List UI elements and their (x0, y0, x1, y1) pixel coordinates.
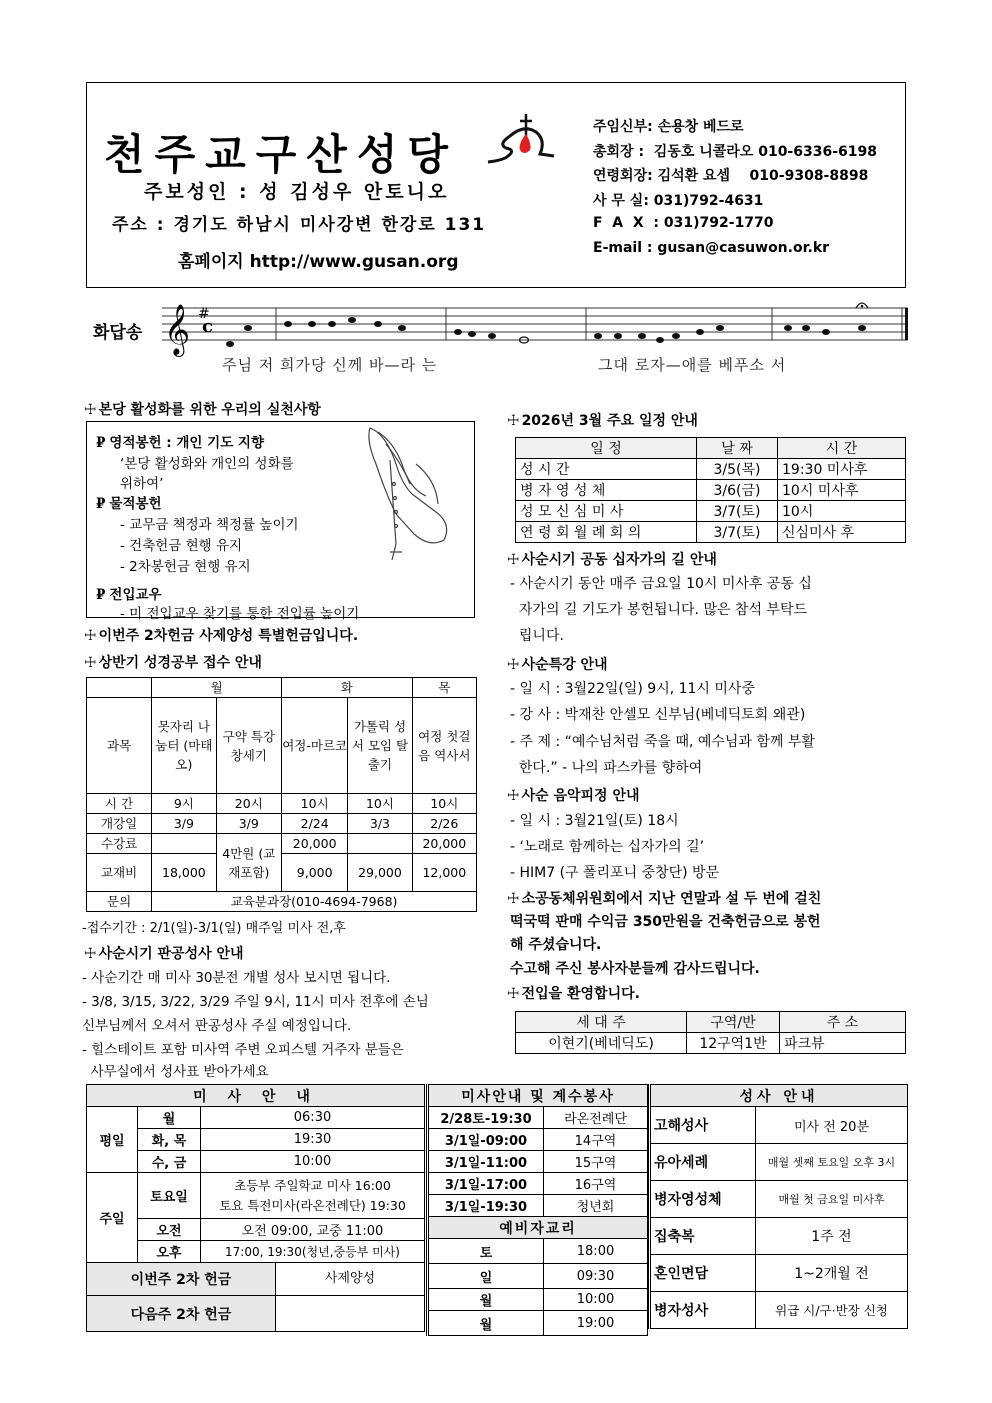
table-row (428, 1173, 648, 1195)
table-cell: 일 정 (516, 438, 697, 459)
church-logo-icon (484, 110, 556, 170)
table-row (87, 1085, 425, 1107)
ruble-bullet-icon: ₽ (96, 435, 106, 451)
community-notice: ☩ 소공동체위원회에서 지난 연말과 설 두 번에 걸친 (507, 891, 822, 907)
lecture-line: - 강 사 : 박재찬 안셀모 신부님(베네딕토회 왜관) (510, 707, 806, 723)
practice-item-line: - 교무금 책정과 책정률 높이기 (120, 517, 299, 533)
table-cell: 15구역 (544, 1151, 648, 1173)
lecture-line: - 주 제 : “예수님처럼 죽을 때, 예수님과 함께 부활 (510, 734, 815, 750)
table-cell: 3/9 (152, 814, 216, 834)
table-cell: 20시 (216, 794, 281, 814)
table-row (428, 1129, 648, 1151)
table-cell: 29,000 (348, 854, 412, 892)
practice-item-line: ‘본당 활성화와 개인의 성화를 (120, 456, 294, 472)
subject-cell: 여정-마르코 (282, 698, 348, 794)
table-cell: 19:00 (544, 1311, 648, 1336)
sacrament-table (648, 1084, 908, 1329)
subject-cell: 구약 특강 창세기 (216, 698, 281, 794)
lecture-line: - 일 시 : 3월22일(일) 9시, 11시 미사중 (510, 681, 755, 697)
practice-item-line: - 건축헌금 현행 유지 (120, 538, 243, 554)
table-cell: 청년회 (544, 1195, 648, 1217)
table-cell: 19:30 (201, 1129, 425, 1151)
lecture-line: 한다.” - 나의 파스카를 향하여 (510, 760, 703, 776)
table-cell: 파크뷰 (780, 1033, 906, 1054)
table-cell: 세 대 주 (516, 1012, 687, 1033)
table-cell: 9시 (152, 794, 216, 814)
table-row (428, 1217, 648, 1239)
table-cell: 이현기(베네딕도) (516, 1033, 687, 1054)
table-cell: 매월 셋째 토요일 오후 3시 (756, 1144, 908, 1181)
table-row (650, 1107, 908, 1144)
newcomer-heading: ☩ 전입을 환영합니다. (507, 986, 640, 1002)
table-cell: 시 간 (87, 794, 152, 814)
second-collection-notice: ☩ 이번주 2차헌금 사제양성 특별헌금입니다. (84, 628, 359, 644)
concert-line: - HIM7 (구 폴리포니 중창단) 방문 (510, 865, 720, 881)
table-row (87, 892, 477, 912)
table-cell: 19:30 미사후 (778, 459, 906, 480)
church-address: 주소 : 경기도 하남시 미사강변 한강로 131 (112, 215, 487, 235)
table-row (87, 1219, 425, 1241)
subject-label: 과목 (87, 698, 152, 794)
confession-line: 신부님께서 오셔서 판공성사 주실 예정입니다. (82, 1018, 352, 1034)
table-cell: 연 령 회 월 례 회 의 (516, 522, 697, 543)
table-cell: 오후 (138, 1241, 201, 1263)
table-cell: 10:00 (201, 1151, 425, 1173)
homepage-link[interactable]: 홈페이지 http://www.gusan.org (178, 252, 459, 272)
table-cell: 10시 (412, 794, 476, 814)
table-cell (201, 1173, 425, 1219)
table-row (516, 438, 906, 459)
practice-item-line: - 미 전입교우 찾기를 통한 전입률 높이기 (120, 606, 360, 622)
lyrics-part-2: 그대 로자—애를 베푸소 서 (598, 356, 787, 374)
table-cell: 미사 전 20분 (756, 1107, 908, 1144)
psalm-label: 화답송 (93, 323, 143, 343)
table-row (87, 1241, 425, 1263)
table-cell: 교재비 (87, 854, 152, 892)
table-cell: 월 (138, 1107, 201, 1129)
confession-heading: ☩ 사순시기 판공성사 안내 (84, 946, 244, 962)
cross-mark-icon: ☩ (507, 413, 520, 429)
duty-table (426, 1084, 648, 1336)
table-cell: 3/1일-19:30 (428, 1195, 544, 1217)
table-cell: 병자성사 (650, 1292, 756, 1329)
table-row (87, 678, 477, 698)
table-row (87, 814, 477, 834)
table-cell: 집축복 (650, 1218, 756, 1255)
table-cell: 2/28토-19:30 (428, 1107, 544, 1129)
table-cell: 2/24 (282, 814, 348, 834)
community-line: 해 주셨습니다. (510, 937, 602, 953)
table-row (516, 522, 906, 543)
schedule-table (515, 437, 906, 543)
table-cell: 구역/반 (687, 1012, 780, 1033)
stations-line: 립니다. (510, 628, 564, 644)
concert-line: - ‘노래로 함께하는 십자가의 길’ (510, 839, 705, 855)
table-cell: 3/1일-11:00 (428, 1151, 544, 1173)
table-cell (152, 834, 216, 854)
table-cell: 20,000 (412, 834, 476, 854)
subject-cell: 못자리 나눔터 (마태오) (152, 698, 216, 794)
table-cell: 10:00 (544, 1289, 648, 1311)
cross-mark-icon: ☩ (507, 657, 520, 673)
contact-office: 사 무 실: 031)792-4631 (593, 193, 764, 209)
table-row (87, 854, 477, 892)
bible-study-table (86, 677, 477, 912)
table-cell: 성 시 간 (516, 459, 697, 480)
stations-line: 자가의 길 기도가 봉헌됩니다. 많은 참석 부탁드 (510, 602, 808, 618)
table-cell: 위급 시/구·반장 신청 (756, 1292, 908, 1329)
table-cell: 혼인면담 (650, 1255, 756, 1292)
table-row (87, 1296, 425, 1332)
cross-mark-icon: ☩ (507, 986, 520, 1002)
table-cell: 1주 전 (756, 1218, 908, 1255)
confession-line: - 힐스테이트 포함 미사역 주변 오피스텔 거주자 분들은 (82, 1042, 404, 1058)
ruble-bullet-icon: ₽ (96, 587, 106, 603)
table-cell: 월 (428, 1311, 544, 1336)
mass-guide-table (86, 1084, 425, 1332)
table-row (516, 501, 906, 522)
table-row (428, 1239, 648, 1264)
cross-mark-icon: ☩ (84, 628, 97, 644)
table-cell: 신심미사 후 (778, 522, 906, 543)
table-cell: 교육분과장(010-4694-7968) (152, 892, 477, 912)
practice-item-line: 위하여’ (120, 476, 164, 492)
table-cell: 유아세례 (650, 1144, 756, 1181)
confession-line: - 3/8, 3/15, 3/22, 3/29 주일 9시, 11시 미사 전후에 손님 (82, 994, 429, 1010)
table-row (650, 1292, 908, 1329)
table-cell: 고해성사 (650, 1107, 756, 1144)
table-cell: 10시 (778, 501, 906, 522)
table-cell: 성 모 신 심 미 사 (516, 501, 697, 522)
table-row (428, 1151, 648, 1173)
svg-text:𝄞: 𝄞 (164, 304, 191, 355)
community-line: 떡국떡 판매 수익금 350만원을 건축헌금으로 봉헌 (510, 914, 821, 930)
table-row (428, 1107, 648, 1129)
church-title: 천주교구산성당 (104, 130, 459, 179)
table-row (650, 1218, 908, 1255)
this-week-collection-label: 이번주 2차 헌금 (87, 1263, 276, 1296)
practice-item-title: ₽ 물적봉헌 (96, 496, 162, 512)
table-row (87, 1263, 425, 1296)
practice-item-line: - 2차봉헌금 현행 유지 (120, 559, 251, 575)
table-row (428, 1195, 648, 1217)
table-row (516, 480, 906, 501)
catechumen-header: 예비자교리 (428, 1217, 648, 1239)
contact-email: E-mail : gusan@casuwon.or.kr (593, 240, 830, 256)
day-header: 월 (152, 678, 282, 698)
table-cell: 20,000 (282, 834, 348, 854)
sacrament-header: 성사 안내 (650, 1085, 908, 1107)
table-row (87, 698, 477, 794)
subject-cell: 여정 첫걸음 역사서 (412, 698, 476, 794)
table-cell: 오전 (138, 1219, 201, 1241)
cross-mark-icon: ☩ (84, 946, 97, 962)
table-cell: 3/1일-17:00 (428, 1173, 544, 1195)
table-cell: 09:30 (544, 1264, 648, 1289)
day-header: 화 (282, 678, 413, 698)
table-cell: 문의 (87, 892, 152, 912)
lyrics-part-1: 주님 저 희가당 신께 바—라 는 (222, 356, 438, 374)
thanks-line: 수고해 주신 봉사자분들께 감사드립니다. (510, 961, 760, 977)
table-cell: 10시 미사후 (778, 480, 906, 501)
cross-mark-icon: ☩ (84, 655, 97, 671)
table-cell: 12,000 (412, 854, 476, 892)
day-header: 목 (412, 678, 476, 698)
weekday-label: 평일 (87, 1107, 138, 1173)
confession-line: 사무실에서 성사표 받아가세요 (82, 1064, 269, 1080)
mass-guide-header: 미 사 안 내 (87, 1085, 425, 1107)
praying-hands-icon (356, 424, 456, 574)
table-cell: 라온전례단 (544, 1107, 648, 1129)
table-cell: 병 자 영 성 체 (516, 480, 697, 501)
subject-cell: 가톨릭 성서 모임 탈출기 (348, 698, 412, 794)
table-row (87, 1107, 425, 1129)
table-cell: 수강료 (87, 834, 152, 854)
lecture-heading: ☩ 사순특강 안내 (507, 657, 608, 673)
table-cell: 시 간 (778, 438, 906, 459)
duty-header: 미사안내 및 계수봉사 (428, 1085, 648, 1107)
table-row (650, 1181, 908, 1218)
table-row (87, 1173, 425, 1219)
next-week-collection-label: 다음주 2차 헌금 (87, 1296, 276, 1332)
table-cell: 10시 (348, 794, 412, 814)
table-cell: 주 소 (780, 1012, 906, 1033)
cross-mark-icon: ☩ (507, 788, 520, 804)
table-cell: 4만원 (교재포함) (216, 834, 281, 892)
table-row (650, 1144, 908, 1181)
contact-fax: F A X : 031)792-1770 (593, 215, 774, 231)
registration-period: -접수기간 : 2/1(일)-3/1(일) 매주일 미사 전,후 (82, 921, 346, 936)
table-cell: 3/6(금) (697, 480, 778, 501)
table-row (428, 1085, 648, 1107)
table-cell: 06:30 (201, 1107, 425, 1129)
table-cell: 12구역1반 (687, 1033, 780, 1054)
music-staff (90, 296, 920, 376)
saturday-line: 초등부 주일학교 미사 16:00 (234, 1177, 391, 1193)
schedule-heading: ☩ 2026년 3월 주요 일정 안내 (507, 413, 698, 429)
table-cell: 병자영성체 (650, 1181, 756, 1218)
table-row (87, 834, 477, 854)
table-cell: 토요일 (138, 1173, 201, 1219)
stations-line: - 사순시기 동안 매주 금요일 10시 미사후 공동 십 (510, 576, 812, 592)
table-cell: 3/1일-09:00 (428, 1129, 544, 1151)
table-cell (87, 678, 152, 698)
table-cell: 9,000 (282, 854, 348, 892)
cross-mark-icon: ☩ (84, 402, 97, 418)
cross-mark-icon: ☩ (507, 891, 520, 907)
table-cell: 오전 09:00, 교중 11:00 (201, 1219, 425, 1241)
table-row (650, 1255, 908, 1292)
table-cell: 1~2개월 전 (756, 1255, 908, 1292)
stations-heading: ☩ 사순시기 공동 십자가의 길 안내 (507, 552, 717, 568)
practice-heading: ☩ 본당 활성화를 위한 우리의 실천사항 (84, 402, 321, 418)
table-row (650, 1085, 908, 1107)
table-row (87, 1151, 425, 1173)
table-cell: 3/5(목) (697, 459, 778, 480)
this-week-collection-value: 사제양성 (276, 1263, 425, 1296)
table-cell: 3/9 (216, 814, 281, 834)
practice-item-title: ₽ 전입교우 (96, 587, 162, 603)
table-cell: 16구역 (544, 1173, 648, 1195)
svg-text:#: # (198, 306, 210, 322)
table-row (87, 1129, 425, 1151)
table-row (516, 1033, 906, 1054)
table-cell: 매월 첫 금요일 미사후 (756, 1181, 908, 1218)
table-cell: 3/7(토) (697, 522, 778, 543)
ruble-bullet-icon: ₽ (96, 496, 106, 512)
table-cell: 14구역 (544, 1129, 648, 1151)
next-week-collection-value (276, 1296, 425, 1332)
table-cell: 3/3 (348, 814, 412, 834)
confession-line: - 사순기간 매 미사 30분전 개별 성사 보시면 됩니다. (82, 970, 391, 986)
concert-heading: ☩ 사순 음악피정 안내 (507, 788, 640, 804)
sunday-label: 주일 (87, 1173, 138, 1263)
table-cell: 월 (428, 1289, 544, 1311)
table-row (428, 1289, 648, 1311)
svg-text:c: c (202, 316, 213, 337)
table-cell: 3/7(토) (697, 501, 778, 522)
table-cell: 날 짜 (697, 438, 778, 459)
contact-president: 총회장 : 김동호 니콜라오 010-6336-6198 (593, 144, 877, 160)
table-row (516, 459, 906, 480)
table-cell: 18,000 (152, 854, 216, 892)
table-cell: 수, 금 (138, 1151, 201, 1173)
newcomer-table (515, 1011, 906, 1054)
table-row (428, 1311, 648, 1336)
table-cell: 토 (428, 1239, 544, 1264)
table-cell: 개강일 (87, 814, 152, 834)
saturday-line: 토요 특전미사(라온전례단) 19:30 (219, 1197, 406, 1213)
table-row (428, 1264, 648, 1289)
table-cell: 일 (428, 1264, 544, 1289)
table-cell: 2/26 (412, 814, 476, 834)
cross-mark-icon: ☩ (507, 552, 520, 568)
practice-item-title: ₽ 영적봉헌 : 개인 기도 지향 (96, 435, 265, 451)
concert-line: - 일 시 : 3월21일(토) 18시 (510, 813, 679, 829)
table-cell: 18:00 (544, 1239, 648, 1264)
table-cell: 화, 목 (138, 1129, 201, 1151)
contact-funeral-head: 연령회장: 김석환 요셉 010-9308-8898 (593, 168, 869, 184)
table-cell: 10시 (282, 794, 348, 814)
patron-saint: 주보성인 : 성 김성우 안토니오 (144, 181, 450, 203)
bible-study-heading: ☩ 상반기 성경공부 접수 안내 (84, 655, 262, 671)
table-row (516, 1012, 906, 1033)
table-row (87, 794, 477, 814)
table-cell (348, 834, 412, 854)
table-cell: 17:00, 19:30(청년,중등부 미사) (201, 1241, 425, 1263)
contact-pastor: 주임신부: 손용창 베드로 (593, 119, 744, 135)
